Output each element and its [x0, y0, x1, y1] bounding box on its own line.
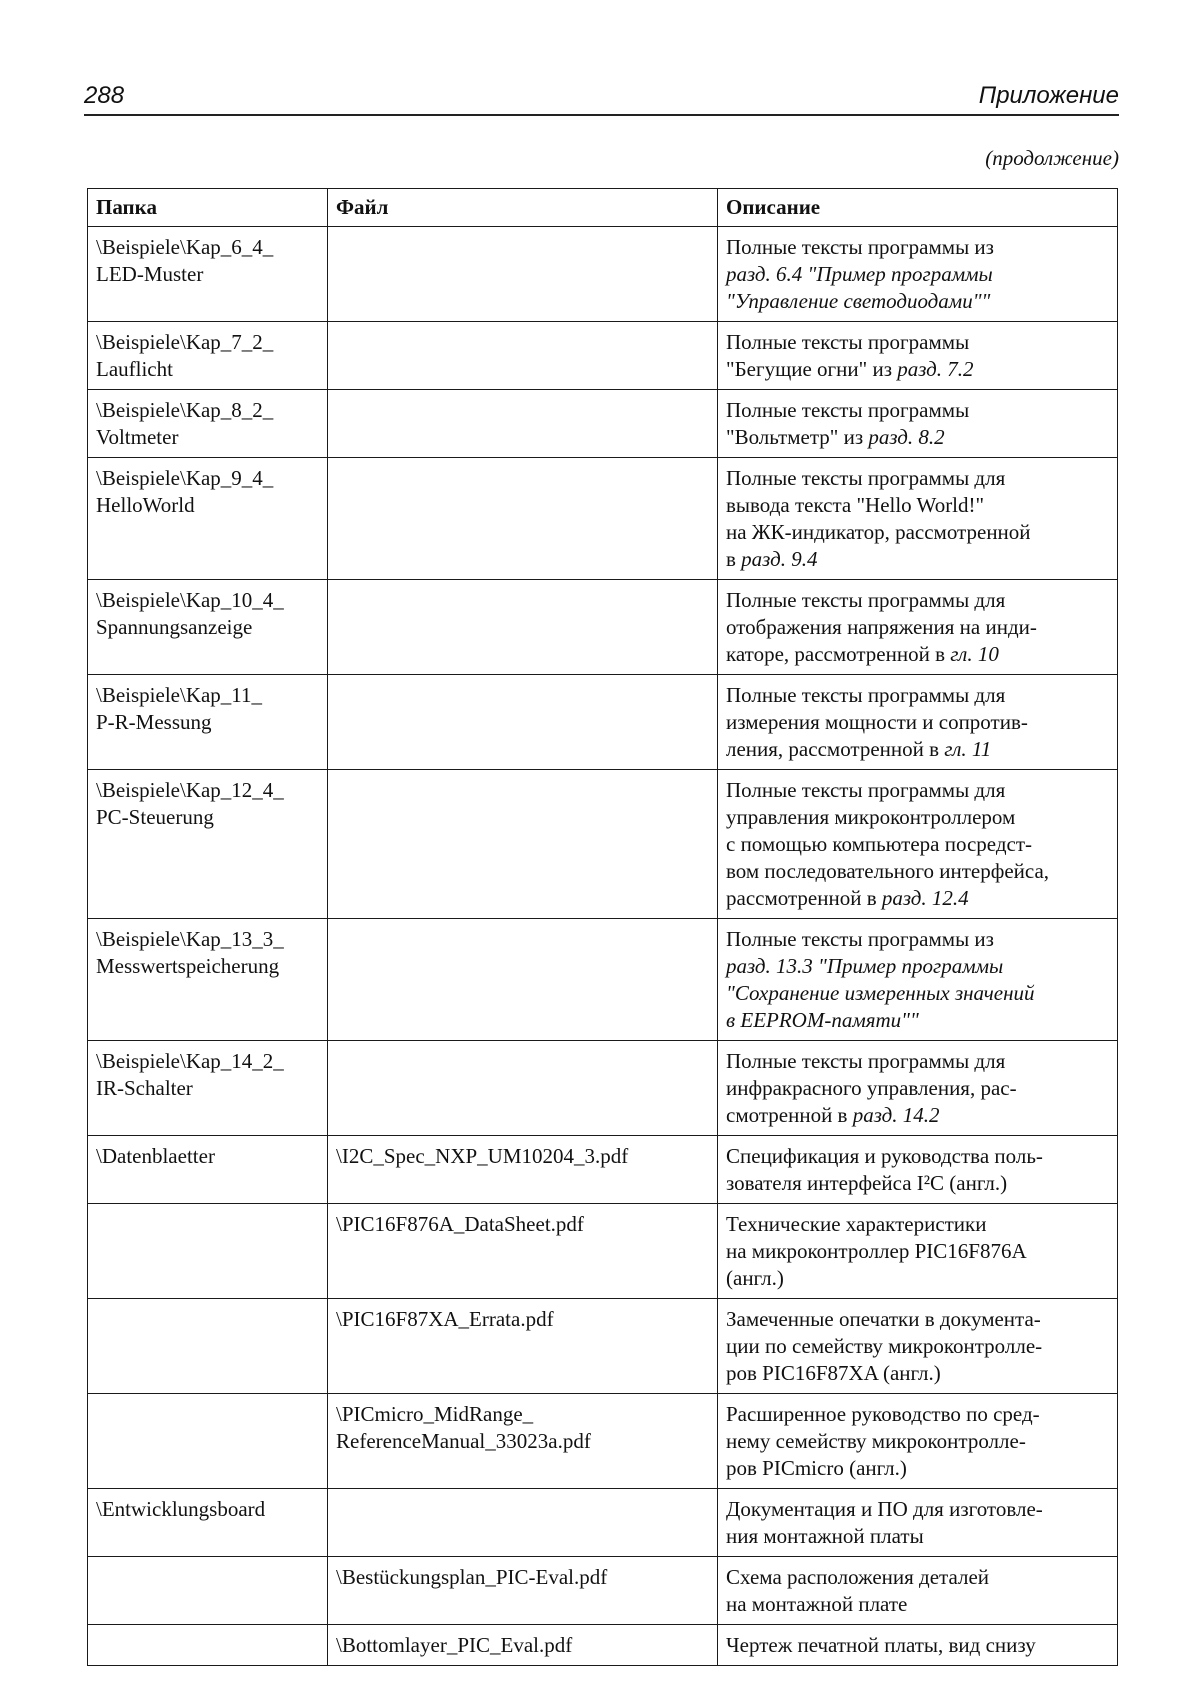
description-line [726, 682, 1111, 709]
file-cell [328, 770, 718, 919]
folder-cell [88, 1489, 328, 1557]
description-line [726, 641, 1111, 668]
folder-cell-line: \Beispiele\Kap_7_2_ [96, 330, 274, 354]
folder-cell-line: Lauflicht [96, 357, 173, 381]
description-text: с помощью компьютера посредст- [726, 832, 1033, 856]
description-cell [718, 675, 1118, 770]
description-reference: разд. 8.2 [868, 425, 945, 449]
description-cell [718, 1489, 1118, 1557]
description-text: Полные тексты программы для [726, 466, 1006, 490]
folder-cell-line: \Beispiele\Kap_14_2_ [96, 1049, 284, 1073]
file-cell [328, 227, 718, 322]
file-cell [328, 458, 718, 580]
page-number: 288 [84, 82, 125, 109]
description-cell [718, 390, 1118, 458]
folder-cell-line: \Beispiele\Kap_10_4_ [96, 588, 284, 612]
folder-cell-line: LED-Muster [96, 262, 204, 286]
table-row [88, 1204, 1118, 1299]
description-line [726, 980, 1111, 1007]
description-text: ции по семейству микроконтролле- [726, 1334, 1043, 1358]
description-line [726, 546, 1111, 573]
description-text: на монтажной плате [726, 1592, 908, 1616]
description-text: вывода текста "Hello World!" [726, 493, 985, 517]
description-line [726, 804, 1111, 831]
description-text: ров PICmicro (англ.) [726, 1456, 907, 1480]
folder-cell [88, 580, 328, 675]
description-line [726, 1238, 1111, 1265]
description-text: инфракрасного управления, рас- [726, 1076, 1017, 1100]
table-row [88, 770, 1118, 919]
description-cell [718, 770, 1118, 919]
folder-cell-line: \Beispiele\Kap_8_2_ [96, 398, 274, 422]
description-text: Замеченные опечатки в документа- [726, 1307, 1041, 1331]
description-text: Полные тексты программы [726, 330, 970, 354]
description-line [726, 777, 1111, 804]
description-text: "Вольтметр" из [726, 425, 869, 449]
description-text: Чертеж печатной платы, вид снизу [726, 1633, 1036, 1657]
file-cell-line: \Bestückungsplan_PIC-Eval.pdf [336, 1565, 608, 1589]
file-cell [328, 1041, 718, 1136]
description-text: Полные тексты программы из [726, 927, 994, 951]
description-cell [718, 1394, 1118, 1489]
description-line [726, 329, 1111, 356]
description-reference: гл. 10 [950, 642, 999, 666]
description-reference: разд. 6.4 "Пример программы [726, 262, 993, 286]
folder-cell-line: PC-Steuerung [96, 805, 214, 829]
table-row [88, 390, 1118, 458]
table-row [88, 1625, 1118, 1666]
description-reference: "Сохранение измеренных значений [726, 981, 1035, 1005]
description-line [726, 953, 1111, 980]
description-text: управления микроконтроллером [726, 805, 1016, 829]
folder-cell [88, 390, 328, 458]
description-line [726, 1075, 1111, 1102]
description-line [726, 465, 1111, 492]
folder-cell-line: \Beispiele\Kap_12_4_ [96, 778, 284, 802]
column-header-folder: Папка [88, 189, 328, 227]
folder-cell [88, 458, 328, 580]
description-line [726, 1564, 1111, 1591]
description-line [726, 1007, 1111, 1034]
description-line [726, 1306, 1111, 1333]
folder-cell [88, 770, 328, 919]
description-line [726, 614, 1111, 641]
file-cell [328, 1204, 718, 1299]
folder-cell [88, 1136, 328, 1204]
folder-cell [88, 1204, 328, 1299]
folder-cell [88, 227, 328, 322]
description-line [726, 831, 1111, 858]
description-cell [718, 1299, 1118, 1394]
table-row [88, 580, 1118, 675]
description-text: Полные тексты программы из [726, 235, 994, 259]
folder-cell-line: HelloWorld [96, 493, 195, 517]
table-row [88, 458, 1118, 580]
file-cell [328, 1625, 718, 1666]
description-reference: гл. 11 [944, 737, 992, 761]
folder-cell-line: \Beispiele\Kap_13_3_ [96, 927, 284, 951]
column-header-file: Файл [328, 189, 718, 227]
description-text: на ЖК-индикатор, рассмотренной [726, 520, 1031, 544]
file-cell [328, 322, 718, 390]
description-text: "Бегущие огни" из [726, 357, 898, 381]
description-line [726, 1360, 1111, 1387]
description-reference: в EEPROM-памяти"" [726, 1008, 919, 1032]
table-row [88, 322, 1118, 390]
description-cell [718, 919, 1118, 1041]
section-title: Приложение [978, 82, 1119, 109]
description-text: Спецификация и руководства поль- [726, 1144, 1043, 1168]
description-text: вом последовательного интерфейса, [726, 859, 1050, 883]
folder-cell-line: \Beispiele\Kap_9_4_ [96, 466, 274, 490]
file-cell [328, 1557, 718, 1625]
description-text: Расширенное руководство по сред- [726, 1402, 1040, 1426]
page-header [84, 78, 1119, 116]
folder-cell [88, 1625, 328, 1666]
description-text: в [726, 547, 742, 571]
description-text: Полные тексты программы для [726, 1049, 1006, 1073]
folder-cell [88, 1299, 328, 1394]
description-text: нему семейству микроконтролле- [726, 1429, 1026, 1453]
description-text: ров PIC16F87XA (англ.) [726, 1361, 941, 1385]
files-table [87, 188, 1118, 1666]
description-line [726, 736, 1111, 763]
folder-cell [88, 919, 328, 1041]
description-cell [718, 1557, 1118, 1625]
description-cell [718, 1136, 1118, 1204]
table-row [88, 1299, 1118, 1394]
description-line [726, 1102, 1111, 1129]
description-cell [718, 458, 1118, 580]
table-row [88, 227, 1118, 322]
description-line [726, 519, 1111, 546]
description-line [726, 885, 1111, 912]
description-line [726, 261, 1111, 288]
description-text: зователя интерфейса I²C (англ.) [726, 1171, 1008, 1195]
description-line [726, 1428, 1111, 1455]
file-cell [328, 1136, 718, 1204]
file-cell [328, 919, 718, 1041]
file-cell-line: ReferenceManual_33023a.pdf [336, 1429, 591, 1453]
description-line [726, 288, 1111, 315]
description-line [726, 1333, 1111, 1360]
description-text: ления, рассмотренной в [726, 737, 945, 761]
folder-cell-line: \Beispiele\Kap_11_ [96, 683, 263, 707]
description-text: ния монтажной платы [726, 1524, 924, 1548]
file-cell-line: \PIC16F876A_DataSheet.pdf [336, 1212, 584, 1236]
description-reference: разд. 7.2 [897, 357, 974, 381]
description-text: смотренной в [726, 1103, 853, 1127]
column-header-description: Описание [718, 189, 1118, 227]
description-line [726, 709, 1111, 736]
folder-cell-line: Messwertspeicherung [96, 954, 280, 978]
description-text: на микроконтроллер PIC16F876A [726, 1239, 1027, 1263]
file-cell-line: \PIC16F87XA_Errata.pdf [336, 1307, 554, 1331]
table-row [88, 675, 1118, 770]
description-reference: "Управление светодиодами"" [726, 289, 991, 313]
description-cell [718, 1625, 1118, 1666]
file-cell-line: \Bottomlayer_PIC_Eval.pdf [336, 1633, 573, 1657]
description-line [726, 356, 1111, 383]
description-line [726, 1632, 1111, 1659]
folder-cell-line: \Entwicklungsboard [96, 1497, 266, 1521]
folder-cell-line: IR-Schalter [96, 1076, 193, 1100]
description-line [726, 1455, 1111, 1482]
description-line [726, 397, 1111, 424]
description-line [726, 1170, 1111, 1197]
description-text: Схема расположения деталей [726, 1565, 990, 1589]
folder-cell [88, 675, 328, 770]
file-cell-line: \PICmicro_MidRange_ [336, 1402, 534, 1426]
description-text: Полные тексты программы для [726, 778, 1006, 802]
folder-cell-line: Voltmeter [96, 425, 179, 449]
folder-cell [88, 1041, 328, 1136]
table-header-row [88, 189, 1118, 227]
description-line [726, 1265, 1111, 1292]
table-body [88, 227, 1118, 1666]
folder-cell-line: Spannungsanzeige [96, 615, 253, 639]
description-line [726, 858, 1111, 885]
file-cell [328, 1489, 718, 1557]
description-reference: разд. 13.3 "Пример программы [726, 954, 1004, 978]
file-cell [328, 580, 718, 675]
table-row [88, 919, 1118, 1041]
description-cell [718, 322, 1118, 390]
table-row [88, 1136, 1118, 1204]
description-cell [718, 580, 1118, 675]
folder-cell [88, 1394, 328, 1489]
description-cell [718, 227, 1118, 322]
file-cell [328, 675, 718, 770]
folder-cell-line: \Beispiele\Kap_6_4_ [96, 235, 274, 259]
description-text: Полные тексты программы [726, 398, 970, 422]
description-text: каторе, рассмотренной в [726, 642, 951, 666]
description-text: Документация и ПО для изготовле- [726, 1497, 1043, 1521]
description-cell [718, 1041, 1118, 1136]
description-line [726, 1496, 1111, 1523]
description-text: измерения мощности и сопротив- [726, 710, 1028, 734]
description-text: (англ.) [726, 1266, 784, 1290]
folder-cell [88, 322, 328, 390]
table-row [88, 1394, 1118, 1489]
description-cell [718, 1204, 1118, 1299]
description-reference: разд. 14.2 [852, 1103, 940, 1127]
table-row [88, 1557, 1118, 1625]
description-line [726, 234, 1111, 261]
description-line [726, 1048, 1111, 1075]
folder-cell [88, 1557, 328, 1625]
description-line [726, 424, 1111, 451]
description-line [726, 587, 1111, 614]
folder-cell-line: P-R-Messung [96, 710, 212, 734]
description-text: рассмотренной в [726, 886, 882, 910]
file-cell [328, 1394, 718, 1489]
description-line [726, 492, 1111, 519]
folder-cell-line: \Datenblaetter [96, 1144, 215, 1168]
description-text: Полные тексты программы для [726, 683, 1006, 707]
description-line [726, 1523, 1111, 1550]
file-cell-line: \I2C_Spec_NXP_UM10204_3.pdf [336, 1144, 629, 1168]
description-line [726, 1591, 1111, 1618]
table-row [88, 1041, 1118, 1136]
description-reference: разд. 9.4 [741, 547, 818, 571]
file-cell [328, 390, 718, 458]
description-reference: разд. 12.4 [881, 886, 969, 910]
file-cell [328, 1299, 718, 1394]
description-line [726, 926, 1111, 953]
table-row [88, 1489, 1118, 1557]
description-line [726, 1401, 1111, 1428]
description-text: Полные тексты программы для [726, 588, 1006, 612]
description-line [726, 1211, 1111, 1238]
description-text: отображения напряжения на инди- [726, 615, 1037, 639]
continuation-note: (продолжение) [985, 146, 1119, 170]
description-line [726, 1143, 1111, 1170]
description-text: Технические характеристики [726, 1212, 987, 1236]
